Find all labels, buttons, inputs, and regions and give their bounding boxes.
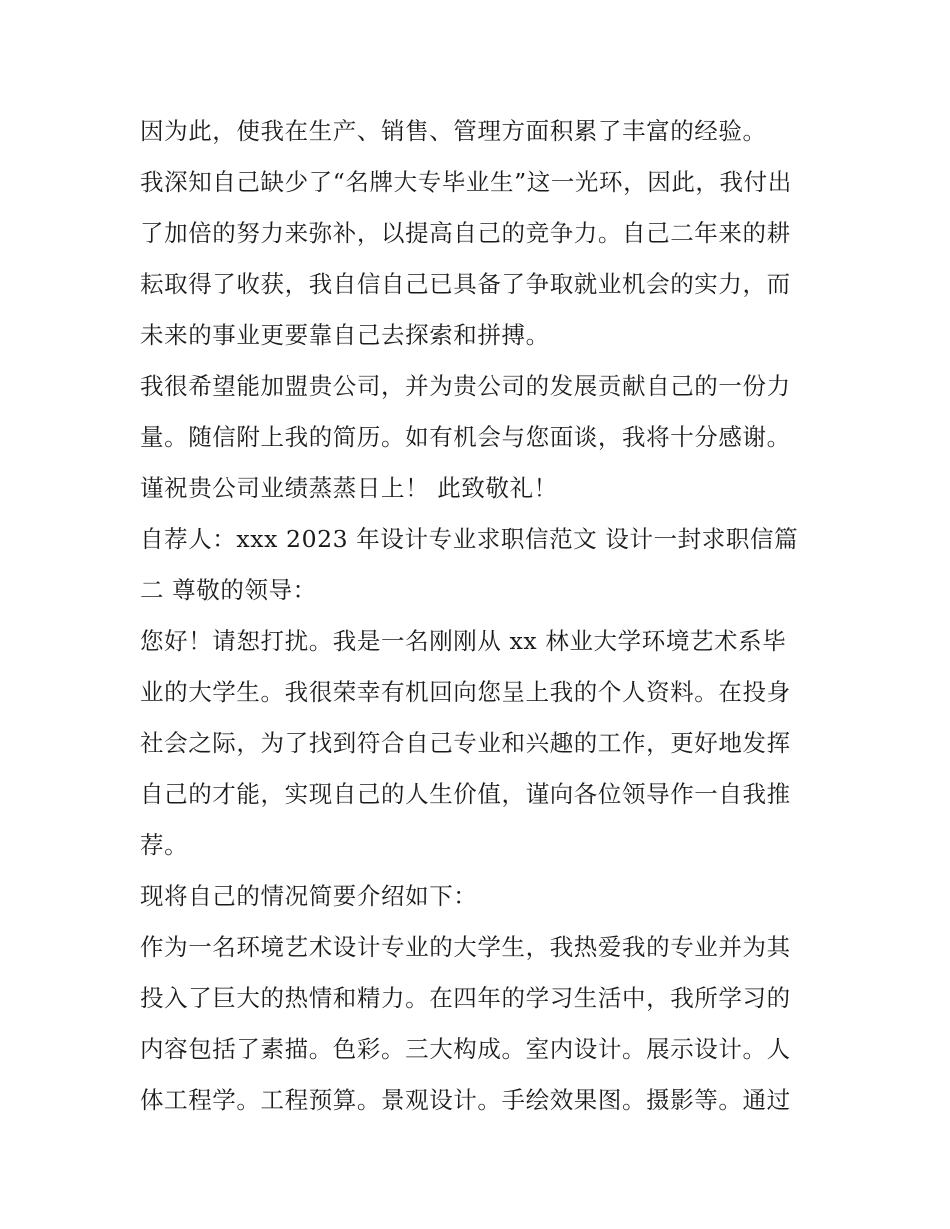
text-line: 内容包括了素描。色彩。三大构成。室内设计。展示设计。人 [140, 1035, 791, 1063]
text-line: 自荐人：xxx 2023 年设计专业求职信范文 设计一封求职信篇 [140, 525, 799, 553]
text-line: 作为一名环境艺术设计专业的大学生，我热爱我的专业并为其 [140, 933, 791, 961]
text-line: 自己的才能，实现自己的人生价值，谨向各位领导作一自我推 [140, 780, 791, 808]
document-body [140, 106, 820, 1126]
text-line: 社会之际，为了找到符合自己专业和兴趣的工作，更好地发挥 [140, 729, 791, 757]
text-line: 我深知自己缺少了“名牌大专毕业生”这一光环，因此，我付出 [140, 168, 792, 196]
text-line: 体工程学。工程预算。景观设计。手绘效果图。摄影等。通过 [140, 1086, 791, 1114]
text-line: 您好！请恕打扰。我是一名刚刚从 xx 林业大学环境艺术系毕 [140, 627, 787, 655]
text-line: 业的大学生。我很荣幸有机回向您呈上我的个人资料。在投身 [140, 678, 791, 706]
text-line: 我很希望能加盟贵公司，并为贵公司的发展贡献自己的一份力 [140, 372, 791, 400]
text-line: 荐。 [140, 831, 189, 859]
text-line: 了加倍的努力来弥补，以提高自己的竞争力。自己二年来的耕 [140, 219, 791, 247]
text-line: 量。随信附上我的简历。如有机会与您面谈，我将十分感谢。 [140, 423, 791, 451]
text-line: 现将自己的情况简要介绍如下： [140, 882, 478, 910]
text-line: 因为此，使我在生产、销售、管理方面积累了丰富的经验。 [140, 117, 767, 145]
text-line: 谨祝贵公司业绩蒸蒸日上！ 此致敬礼！ [140, 474, 558, 502]
text-line: 二 尊敬的领导： [140, 576, 317, 604]
text-line: 耘取得了收获，我自信自己已具备了争取就业机会的实力，而 [140, 270, 791, 298]
text-line: 投入了巨大的热情和精力。在四年的学习生活中，我所学习的 [140, 984, 791, 1012]
text-line: 未来的事业更要靠自己去探索和拼搏。 [140, 321, 550, 349]
